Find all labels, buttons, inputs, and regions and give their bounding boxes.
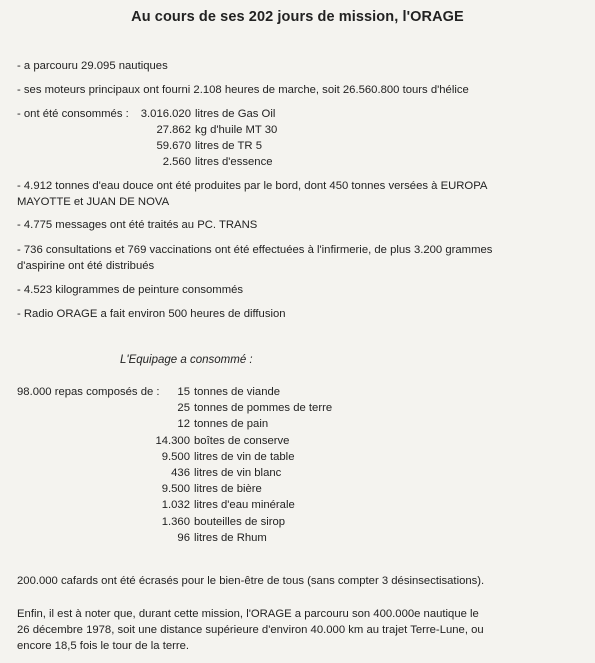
stat-messages: - 4.775 messages ont été traités au PC. TRANS [17,219,258,231]
meal-amount: 96 [177,531,190,544]
meal-amount: 436 [171,467,190,479]
meal-amount: 15 [177,386,190,398]
page-title: Au cours de ses 202 jours de mission, l'ORAGE [131,9,464,25]
consumed-unit: litres de Gas Oil [195,108,276,120]
stat-distance: - a parcouru 29.095 nautiques [17,60,168,72]
consumed-amount: 27.862 [156,124,191,136]
consumed-row [105,124,277,136]
meal-amount: 12 [177,418,190,431]
meal-unit: tonnes de pommes de terre [194,402,333,415]
meal-unit: boîtes de conserve [194,434,290,447]
meal-row [150,467,281,479]
meal-row [150,435,289,447]
meal-unit: bouteilles de sirop [194,515,286,528]
consumed-amount: 3.016.020 [140,108,191,120]
consumed-row [105,140,262,152]
meal-row [150,418,268,430]
final-line: 26 décembre 1978, soit une distance supérieure d'environ 40.000 km au trajet Terre-Lune, ou [17,624,484,636]
meal-row [150,386,280,398]
meal-row [150,532,267,544]
meal-amount: 25 [177,402,190,415]
final-line: encore 18,5 fois le tour de la terre. [17,640,190,652]
meal-row [150,402,332,414]
consumed-row [105,156,273,168]
meal-unit: litres de Rhum [194,531,267,544]
crew-heading: L'Equipage a consommé : [120,354,253,366]
stat-infirmary-cont: d'aspirine ont été distribués [17,260,155,272]
stat-engines: - ses moteurs principaux ont fourni 2.108 heures de marche, soit 26.560.800 tours d'hélice [17,84,469,96]
stat-radio: - Radio ORAGE a fait environ 500 heures de diffusion [17,308,286,320]
meal-row [150,516,285,528]
meal-unit: litres de vin blanc [194,467,282,479]
meal-amount: 1.360 [161,515,190,528]
meal-amount: 1.032 [161,499,190,512]
consumed-amount: 59.670 [156,140,191,152]
cockroach-note: 200.000 cafards ont été écrasés pour le bien-être de tous (sans compter 3 désinsectisations). [17,575,485,587]
consumed-unit: litres d'essence [195,156,273,168]
meal-row [150,451,294,463]
meal-row [150,483,262,495]
meal-unit: tonnes de viande [194,386,281,398]
meal-amount: 9.500 [161,483,190,496]
meal-amount: 14.300 [155,434,190,447]
stat-paint: - 4.523 kilogrammes de peinture consommés [17,284,244,296]
final-line: Enfin, il est à noter que, durant cette mission, l'ORAGE a parcouru son 400.000e nautique le [17,608,479,620]
stat-consumed-label: - ont été consommés : [17,108,129,120]
meal-unit: tonnes de pain [194,418,269,431]
meal-amount: 9.500 [161,450,190,463]
consumed-unit: kg d'huile MT 30 [195,124,278,136]
stat-water-cont: MAYOTTE et JUAN DE NOVA [17,196,170,208]
meal-unit: litres d'eau minérale [194,499,295,512]
consumed-amount: 2.560 [162,156,191,168]
consumed-row [105,108,275,120]
meal-row [150,499,295,511]
final-paragraph [17,606,585,654]
consumed-unit: litres de TR 5 [195,140,262,152]
meal-unit: litres de vin de table [194,450,295,463]
stat-water: - 4.912 tonnes d'eau douce ont été produites par le bord, dont 450 tonnes versées à EUROPA [17,180,488,192]
stat-infirmary: - 736 consultations et 769 vaccinations ont été effectuées à l'infirmerie, de plus 3.200 grammes [17,244,493,256]
meal-unit: litres de bière [194,483,262,496]
meals-label: 98.000 repas composés de : [17,386,160,398]
